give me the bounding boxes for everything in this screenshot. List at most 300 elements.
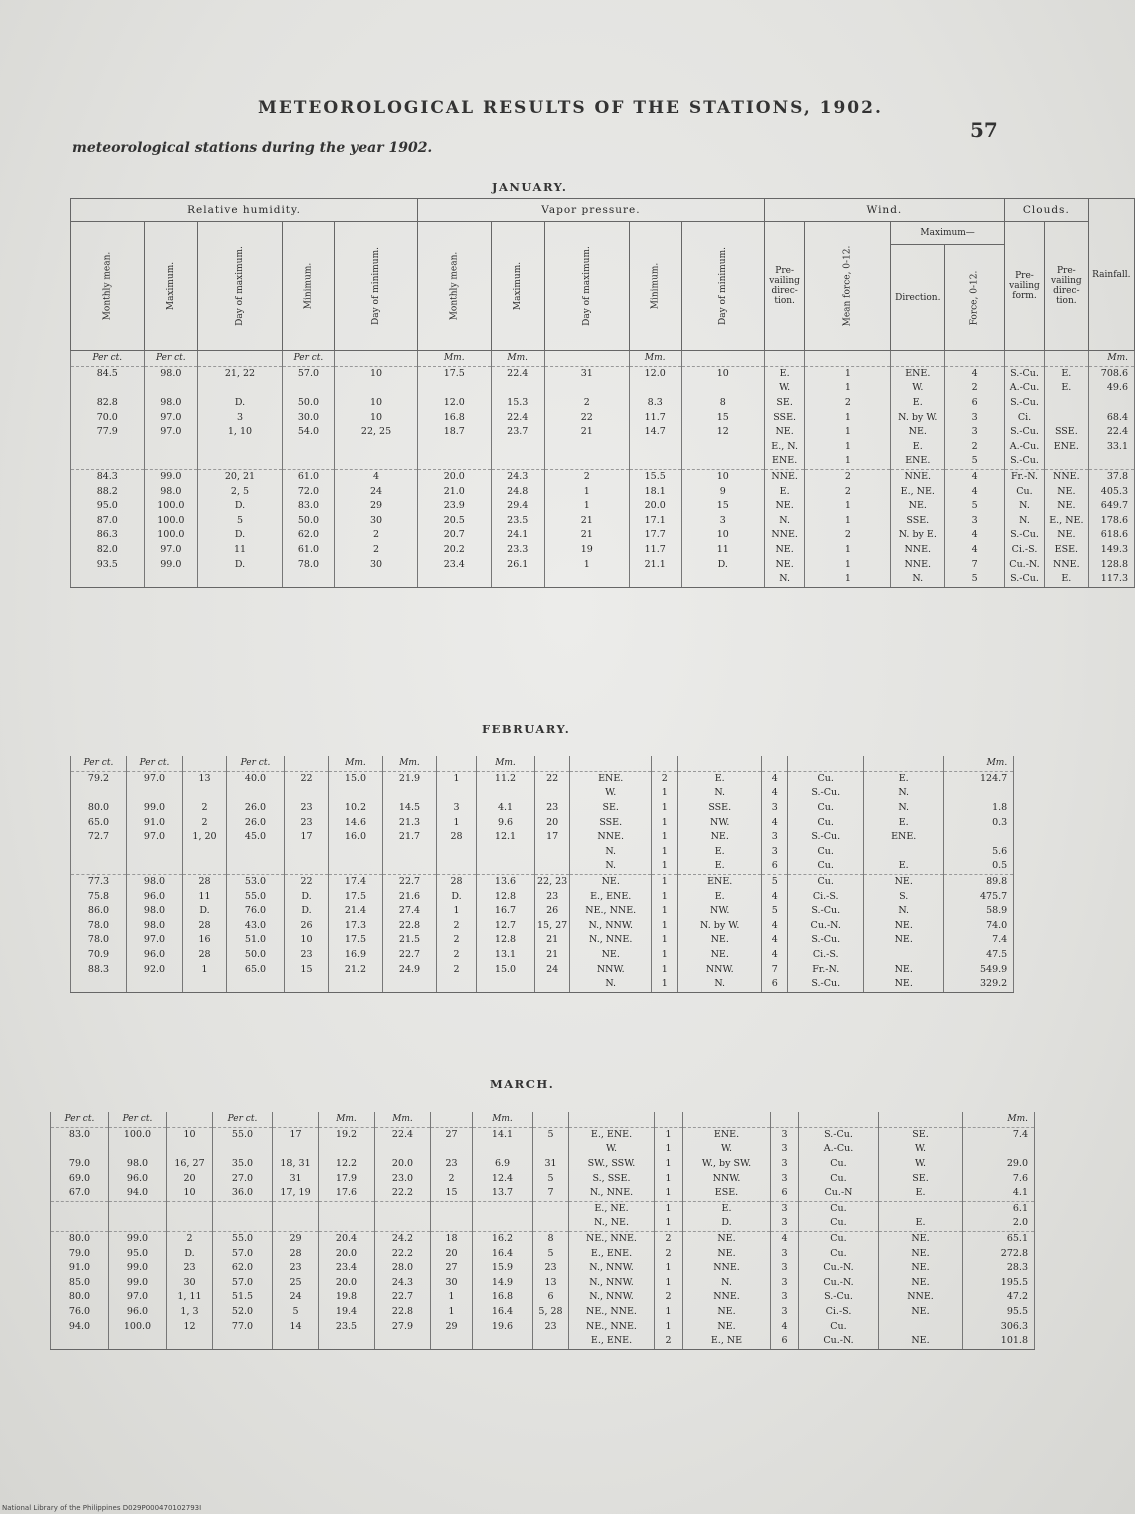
table-cell [544, 454, 629, 469]
table-cell [167, 1112, 213, 1127]
table-cell: 99.0 [109, 1276, 167, 1291]
table-cell: 100.0 [144, 528, 198, 543]
table-cell [799, 1112, 879, 1127]
table-cell: 17 [273, 1127, 319, 1142]
table-cell: 15.3 [491, 396, 544, 411]
table-cell [51, 1201, 109, 1216]
table-cell: A.-Cu. [1004, 381, 1044, 396]
table-cell: 20.7 [418, 528, 492, 543]
table-cell: 23.7 [491, 425, 544, 440]
table-cell: NE. [764, 557, 805, 572]
table-cell: 2 [805, 469, 891, 484]
table-cell [431, 1201, 473, 1216]
table-cell: 97.0 [144, 410, 198, 425]
table-cell: E. [678, 845, 762, 860]
table-cell: 5, 28 [533, 1305, 569, 1320]
table-cell: 22.4 [1088, 425, 1134, 440]
table-cell: 20.0 [375, 1157, 431, 1172]
table-cell: 1 [655, 1261, 683, 1276]
table-cell: 28.3 [963, 1261, 1035, 1276]
table-cell [1045, 351, 1089, 367]
table-cell: W. [891, 381, 945, 396]
table-cell [183, 845, 227, 860]
table-cell: 27.0 [213, 1171, 273, 1186]
table-cell: Mm. [477, 756, 535, 771]
table-cell: 57.0 [213, 1276, 273, 1291]
table-cell: 22, 23 [535, 874, 570, 889]
table-cell: NNE. [891, 469, 945, 484]
table-cell: N. [1004, 499, 1044, 514]
table-cell: 15 [681, 410, 764, 425]
table-cell: 22.8 [375, 1305, 431, 1320]
table-cell: 1.8 [944, 801, 1014, 816]
table-cell: 99.0 [109, 1231, 167, 1246]
table-cell: E. [864, 859, 944, 874]
table-cell [335, 381, 418, 396]
table-cell [375, 1142, 431, 1157]
table-cell: N., NNW. [569, 1276, 655, 1291]
table-cell [535, 756, 570, 771]
table-cell [144, 454, 198, 469]
vapor-pressure-header: Vapor pressure. [418, 199, 765, 222]
table-cell: 91.0 [51, 1261, 109, 1276]
table-cell: 178.6 [1088, 514, 1134, 529]
table-cell [477, 859, 535, 874]
table-cell: Cu.-N. [799, 1334, 879, 1349]
table-row [71, 572, 1135, 587]
table-cell: 98.0 [144, 484, 198, 499]
table-cell: N., NNW. [569, 1261, 655, 1276]
table-cell: 8.3 [629, 396, 681, 411]
vp-minimum-header: Minimum. [629, 222, 681, 351]
table-cell [383, 859, 437, 874]
table-cell: 16.9 [329, 948, 383, 963]
table-cell: 13 [183, 771, 227, 786]
table-cell: 87.0 [71, 514, 145, 529]
table-cell: 1 [805, 499, 891, 514]
table-cell: 96.0 [109, 1305, 167, 1320]
table-cell: 84.3 [71, 469, 145, 484]
table-cell: S.-Cu. [788, 830, 864, 845]
table-cell: 55.0 [213, 1127, 273, 1142]
table-cell: 4.1 [963, 1186, 1035, 1201]
table-cell: 2 [655, 1231, 683, 1246]
table-cell: 78.0 [71, 919, 127, 934]
table-cell: Ci.-S. [1004, 543, 1044, 558]
table-cell: NE. [879, 1231, 963, 1246]
table-row [71, 396, 1135, 411]
table-cell: 23 [285, 948, 329, 963]
table-cell: NNE. [1045, 557, 1089, 572]
table-row [71, 874, 1014, 889]
table-cell: 21 [535, 933, 570, 948]
table-cell [127, 977, 183, 992]
table-cell [491, 440, 544, 455]
table-cell: 24.3 [491, 469, 544, 484]
table-cell: 79.0 [51, 1157, 109, 1172]
table-cell: 1 [431, 1290, 473, 1305]
table-cell: SE. [764, 396, 805, 411]
table-row [71, 381, 1135, 396]
table-cell: 98.0 [127, 904, 183, 919]
table-row [71, 454, 1135, 469]
table-cell [183, 859, 227, 874]
table-cell: 21.7 [383, 830, 437, 845]
table-cell: 6 [762, 859, 788, 874]
table-cell: NNE. [764, 528, 805, 543]
table-cell: 21 [535, 948, 570, 963]
table-cell: 4 [945, 543, 1005, 558]
table-cell: NNW. [678, 962, 762, 977]
table-cell: 97.0 [127, 771, 183, 786]
table-cell: A.-Cu. [799, 1142, 879, 1157]
table-cell: 29 [335, 499, 418, 514]
table-cell: 149.3 [1088, 543, 1134, 558]
table-cell: 94.0 [109, 1186, 167, 1201]
table-cell [144, 440, 198, 455]
table-cell: 23 [167, 1261, 213, 1276]
table-cell [109, 1334, 167, 1349]
table-cell [473, 1334, 533, 1349]
table-cell [71, 440, 145, 455]
table-cell: ENE. [683, 1127, 771, 1142]
table-cell [431, 1142, 473, 1157]
table-cell: 1 [655, 1171, 683, 1186]
table-cell [109, 1142, 167, 1157]
table-cell: 26 [285, 919, 329, 934]
table-cell: E. [683, 1201, 771, 1216]
table-cell: N. [764, 572, 805, 587]
table-cell: 22.7 [383, 948, 437, 963]
table-cell [533, 1112, 569, 1127]
table-cell: 3 [771, 1157, 799, 1172]
table-cell: 27.9 [375, 1319, 431, 1334]
table-cell [329, 845, 383, 860]
table-cell: D. [285, 889, 329, 904]
table-cell [477, 845, 535, 860]
page-number: 57 [970, 118, 998, 142]
table-cell: 3 [762, 801, 788, 816]
table-cell: E. [879, 1216, 963, 1231]
table-cell [762, 756, 788, 771]
table-cell: E. [891, 396, 945, 411]
table-cell: S.-Cu. [1004, 396, 1044, 411]
table-cell: 6.9 [473, 1157, 533, 1172]
table-cell [535, 845, 570, 860]
table-cell: 88.2 [71, 484, 145, 499]
table-cell: 1, 3 [167, 1305, 213, 1320]
table-cell: 6 [771, 1186, 799, 1201]
table-cell: D. [198, 557, 283, 572]
table-row [71, 948, 1014, 963]
table-cell [544, 381, 629, 396]
table-cell: W. [879, 1142, 963, 1157]
table-cell: 3 [945, 514, 1005, 529]
table-cell: N. [864, 801, 944, 816]
table-cell: ENE. [891, 366, 945, 381]
table-cell [109, 1216, 167, 1231]
table-cell: 47.5 [944, 948, 1014, 963]
table-cell: 5.6 [944, 845, 1014, 860]
table-cell: Cu. [788, 815, 864, 830]
clouds-prevailing-form-header: Pre-vailing form. [1004, 222, 1044, 351]
table-cell: 1 [652, 874, 678, 889]
table-row [71, 889, 1014, 904]
table-cell [771, 1112, 799, 1127]
table-cell: 19.8 [319, 1290, 375, 1305]
rh-day-of-maximum-header: Day of maximum. [198, 222, 283, 351]
table-cell [544, 440, 629, 455]
table-cell: 4 [762, 786, 788, 801]
table-cell: 21, 22 [198, 366, 283, 381]
table-cell [335, 440, 418, 455]
table-cell: ENE. [678, 874, 762, 889]
table-cell: 12.0 [418, 396, 492, 411]
table-cell: 74.0 [944, 919, 1014, 934]
table-cell [569, 1112, 655, 1127]
table-cell [491, 454, 544, 469]
table-cell: 3 [437, 801, 477, 816]
table-cell: D. [285, 904, 329, 919]
table-cell: 100.0 [144, 514, 198, 529]
table-cell: 1 [805, 557, 891, 572]
table-cell: 11 [183, 889, 227, 904]
table-cell: E. [864, 815, 944, 830]
table-cell: Cu.-N. [799, 1276, 879, 1291]
table-cell: NE. [864, 962, 944, 977]
table-cell: S., SSE. [569, 1171, 655, 1186]
table-cell: N. [1004, 514, 1044, 529]
table-cell: N. by W. [678, 919, 762, 934]
table-cell: 95.0 [109, 1246, 167, 1261]
table-cell: 306.3 [963, 1319, 1035, 1334]
table-cell: Mm. [473, 1112, 533, 1127]
table-cell: 24.3 [375, 1276, 431, 1291]
table-cell: 17.5 [329, 889, 383, 904]
table-cell [329, 859, 383, 874]
table-cell: 61.0 [282, 469, 334, 484]
table-cell: 649.7 [1088, 499, 1134, 514]
table-cell: 3 [771, 1276, 799, 1291]
table-cell: W. [764, 381, 805, 396]
table-cell: 23 [431, 1157, 473, 1172]
table-cell: Cu. [799, 1231, 879, 1246]
table-row [71, 499, 1135, 514]
table-cell: Cu.-N. [1004, 557, 1044, 572]
clouds-header: Clouds. [1004, 199, 1088, 222]
table-cell [535, 859, 570, 874]
table-cell: 16.4 [473, 1305, 533, 1320]
table-cell: 4 [945, 528, 1005, 543]
table-cell: ESE. [683, 1186, 771, 1201]
table-cell: 3 [771, 1246, 799, 1261]
table-cell: 7 [762, 962, 788, 977]
table-cell: 1, 10 [198, 425, 283, 440]
table-cell: NE. [879, 1261, 963, 1276]
rh-monthly-mean-header: Monthly mean. [71, 222, 145, 351]
table-cell: Cu. [1004, 484, 1044, 499]
table-cell: E. [764, 484, 805, 499]
table-cell: 76.0 [227, 904, 285, 919]
table-cell: N. [891, 572, 945, 587]
table-cell [431, 1216, 473, 1231]
table-cell: 10 [335, 366, 418, 381]
table-cell [167, 1334, 213, 1349]
table-cell: 12 [681, 425, 764, 440]
table-cell: 1 [805, 381, 891, 396]
table-row [51, 1142, 1035, 1157]
table-cell [1045, 410, 1089, 425]
table-cell: 12.1 [477, 830, 535, 845]
table-cell [681, 440, 764, 455]
table-cell: Ci.-S. [788, 948, 864, 963]
table-cell: 83.0 [51, 1127, 109, 1142]
table-cell [227, 859, 285, 874]
table-cell: 23 [533, 1261, 569, 1276]
table-cell [678, 756, 762, 771]
table-cell: E., ENE. [570, 889, 652, 904]
table-cell: 75.8 [71, 889, 127, 904]
table-cell [944, 830, 1014, 845]
table-cell: 22.4 [491, 410, 544, 425]
table-cell: 96.0 [109, 1171, 167, 1186]
table-cell: 28 [273, 1246, 319, 1261]
table-cell: 3 [198, 410, 283, 425]
table-cell: 18, 31 [273, 1157, 319, 1172]
table-cell: NE. [683, 1231, 771, 1246]
table-cell: 1 [805, 425, 891, 440]
table-cell: 68.4 [1088, 410, 1134, 425]
table-cell: NE. [1045, 528, 1089, 543]
table-cell [282, 572, 334, 587]
table-cell: 23.9 [418, 499, 492, 514]
table-cell: W. [570, 786, 652, 801]
table-cell: 98.0 [127, 874, 183, 889]
table-cell: 14 [273, 1319, 319, 1334]
table-cell: 22.4 [491, 366, 544, 381]
table-cell: NE. [879, 1246, 963, 1261]
table-cell: 6 [533, 1290, 569, 1305]
table-row [71, 410, 1135, 425]
units-row [71, 351, 1135, 367]
table-cell [335, 454, 418, 469]
table-cell: 1 [544, 499, 629, 514]
table-cell: 100.0 [109, 1127, 167, 1142]
table-cell: 29 [273, 1231, 319, 1246]
table-cell: 4 [762, 933, 788, 948]
month-title-march: MARCH. [490, 1077, 555, 1091]
table-cell: E., ENE. [569, 1246, 655, 1261]
table-cell [183, 756, 227, 771]
table-cell [375, 1216, 431, 1231]
table-cell: 20 [431, 1246, 473, 1261]
wind-mean-force-header: Mean force, 0-12. [805, 222, 891, 351]
table-cell [764, 351, 805, 367]
table-cell: 2 [437, 962, 477, 977]
table-cell: 98.0 [144, 366, 198, 381]
table-cell [335, 572, 418, 587]
table-cell: 12.0 [629, 366, 681, 381]
table-row [71, 440, 1135, 455]
table-cell: 29.0 [963, 1157, 1035, 1172]
table-cell: 21.2 [329, 962, 383, 977]
table-cell: 7.4 [944, 933, 1014, 948]
table-cell: E., ENE. [569, 1334, 655, 1349]
table-cell [227, 977, 285, 992]
table-cell [437, 756, 477, 771]
table-cell [282, 454, 334, 469]
table-cell: 24 [273, 1290, 319, 1305]
table-cell: 13.7 [473, 1186, 533, 1201]
units-row [71, 756, 1014, 771]
table-cell: S.-Cu. [788, 786, 864, 801]
table-cell: SSE. [570, 815, 652, 830]
table-cell: 24.1 [491, 528, 544, 543]
table-cell: 30 [431, 1276, 473, 1291]
table-cell: 82.0 [71, 543, 145, 558]
table-cell: 19 [544, 543, 629, 558]
table-cell: S.-Cu. [788, 904, 864, 919]
table-cell: 1 [805, 410, 891, 425]
table-cell: D. [183, 904, 227, 919]
table-cell: 23.5 [491, 514, 544, 529]
table-cell: 3 [771, 1142, 799, 1157]
table-cell: Cu. [788, 874, 864, 889]
table-cell: 57.0 [282, 366, 334, 381]
table-cell: SSE. [678, 801, 762, 816]
table-cell: 24 [335, 484, 418, 499]
table-cell [71, 977, 127, 992]
table-cell: Cu.-N. [788, 919, 864, 934]
table-cell [944, 786, 1014, 801]
table-cell: N. [570, 977, 652, 992]
table-cell [681, 351, 764, 367]
table-cell: E., NE. [569, 1201, 655, 1216]
table-cell: 10 [681, 366, 764, 381]
table-cell [477, 977, 535, 992]
table-cell: 80.0 [51, 1290, 109, 1305]
table-cell: 28 [437, 874, 477, 889]
table-cell: 2 [805, 528, 891, 543]
table-cell: 7 [945, 557, 1005, 572]
table-cell [375, 1334, 431, 1349]
table-cell: 20, 21 [198, 469, 283, 484]
table-cell: 16.8 [473, 1290, 533, 1305]
table-cell: 26 [535, 904, 570, 919]
relative-humidity-header: Relative humidity. [71, 199, 418, 222]
table-cell: NE. [1045, 499, 1089, 514]
table-cell: 17.7 [629, 528, 681, 543]
table-cell [329, 977, 383, 992]
table-cell: D. [198, 396, 283, 411]
table-cell [437, 845, 477, 860]
table-cell: D. [167, 1246, 213, 1261]
page-subtitle: meteorological stations during the year 1902. [72, 140, 433, 156]
table-cell: 20.4 [319, 1231, 375, 1246]
table-cell: NE. [864, 919, 944, 934]
table-row [71, 469, 1135, 484]
table-cell: NNE. [891, 543, 945, 558]
table-cell [273, 1142, 319, 1157]
table-cell [198, 572, 283, 587]
table-cell [473, 1216, 533, 1231]
table-cell [418, 440, 492, 455]
table-cell: S.-Cu. [788, 977, 864, 992]
units-row [51, 1112, 1035, 1127]
table-cell: 2 [544, 469, 629, 484]
table-cell: 91.0 [127, 815, 183, 830]
table-cell: Mm. [944, 756, 1014, 771]
